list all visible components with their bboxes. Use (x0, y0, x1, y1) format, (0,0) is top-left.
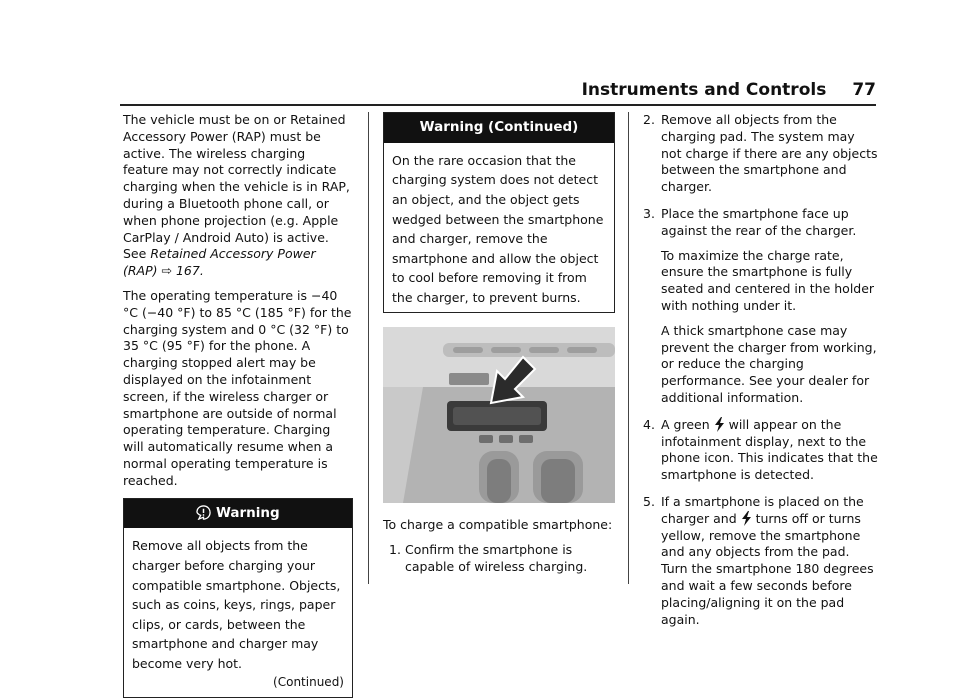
step-text-part: will appear on the infotainment display, next to the phone icon. This indicates that the smartphone is detected. (661, 416, 878, 483)
column-divider (368, 112, 369, 584)
page-ref-arrow-icon: ⇨ (161, 263, 172, 279)
list-item (383, 542, 615, 576)
step-note: A thick smartphone case may prevent the charger from working, or reduce the charging performance. See your dealer for additional information. (661, 322, 877, 405)
steps-list (383, 542, 615, 576)
warning-text: On the rare occasion that the charging system does not detect an object, and the object gets wedged between the smartphone and charger, remove the smartphone and allow the object to cool before removing it from the charger, to prevent burns. (392, 152, 604, 305)
step-number: 1. (389, 542, 401, 558)
paragraph-temperature: The operating temperature is −40 °C (−40 °F) to 85 °C (185 °F) for the charging system and 0 °C (32 °F) to 35 °C (95 °F) for the phone. A charging stopped alert may be displayed on the infotainment screen, if the wireless charger or smartphone are outside of normal operating temperature. Charging will automatically resume when a normal operating temperature is reached. (123, 287, 352, 488)
list-item (643, 417, 879, 484)
step-text-part: turns off or turns yellow, remove the smartphone and any objects from the pad. Turn the smartphone 180 degrees and wait a few seconds before placing/aligning it on the pad again. (661, 510, 874, 627)
step-text (661, 494, 879, 628)
step-text-part: If a smartphone is placed on the charger and (661, 493, 864, 526)
paragraph-text: The vehicle must be on or Retained Accessory Power (RAP) must be active. The wireless charging feature may not correctly indicate charging when the vehicle is in RAP, during a Bluetooth phone call, or when phone projection (e.g. Apple CarPlay / Android Auto) is active. See (123, 112, 350, 262)
step-note: To maximize the charge rate, ensure the smartphone is fully seated and centered in the holder with nothing under it. (661, 247, 875, 313)
step-text (661, 417, 879, 484)
step-text: Remove all objects from the charging pad. The system may not charge if there are any objects between the smartphone and charger. (661, 112, 878, 195)
list-item (643, 206, 879, 407)
column-2 (383, 112, 615, 586)
header-rule (120, 104, 876, 106)
list-item (643, 112, 879, 196)
lightning-bolt-icon (741, 511, 752, 526)
continued-label: (Continued) (273, 675, 344, 690)
column-1 (123, 112, 353, 698)
warning-title: Warning (216, 504, 280, 521)
page-number: 77 (852, 80, 876, 100)
warning-box-continued (383, 112, 615, 313)
column-divider (628, 112, 629, 584)
steps-list-continued (643, 112, 879, 628)
warning-header (124, 499, 352, 529)
warning-box (123, 498, 353, 698)
step-text: Confirm the smartphone is capable of wireless charging. (405, 542, 588, 574)
step-number: 2. (643, 112, 655, 127)
list-item (643, 494, 879, 628)
section-title: Instruments and Controls (581, 80, 827, 100)
paragraph-rap: The vehicle must be on or Retained Accessory Power (RAP) must be active. The wireless charging feature may not correctly indicate charging when the vehicle is in RAP, during a Bluetooth phone call, or when phone projection (e.g. Apple CarPlay / Android Auto) is active. See Retained Accessory Power (RAP) ⇨ 167. (123, 112, 350, 279)
step-number: 3. (643, 205, 655, 221)
page-header (582, 80, 876, 100)
warning-header: Warning (Continued) (384, 113, 614, 143)
page-reference[interactable]: 167 (175, 263, 200, 279)
warning-text: Remove all objects from the charger before charging your compatible smartphone. Objects, such as coins, keys, rings, paper clips, or cards, between the smartphone and charger may become very hot. (132, 538, 341, 671)
warning-icon (196, 505, 211, 520)
warning-body (124, 528, 352, 697)
step-number: 4. (643, 416, 655, 432)
cross-reference-link[interactable]: Retained Accessory Power (RAP) (123, 246, 316, 279)
steps-intro: To charge a compatible smartphone: (383, 517, 613, 533)
step-text-part: A green (661, 416, 710, 432)
wireless-charger-photo (383, 327, 615, 503)
column-3 (643, 112, 879, 638)
step-number: 5. (643, 493, 655, 509)
step-text: Place the smartphone face up against the rear of the charger. (661, 205, 857, 238)
lightning-bolt-icon (714, 417, 725, 432)
